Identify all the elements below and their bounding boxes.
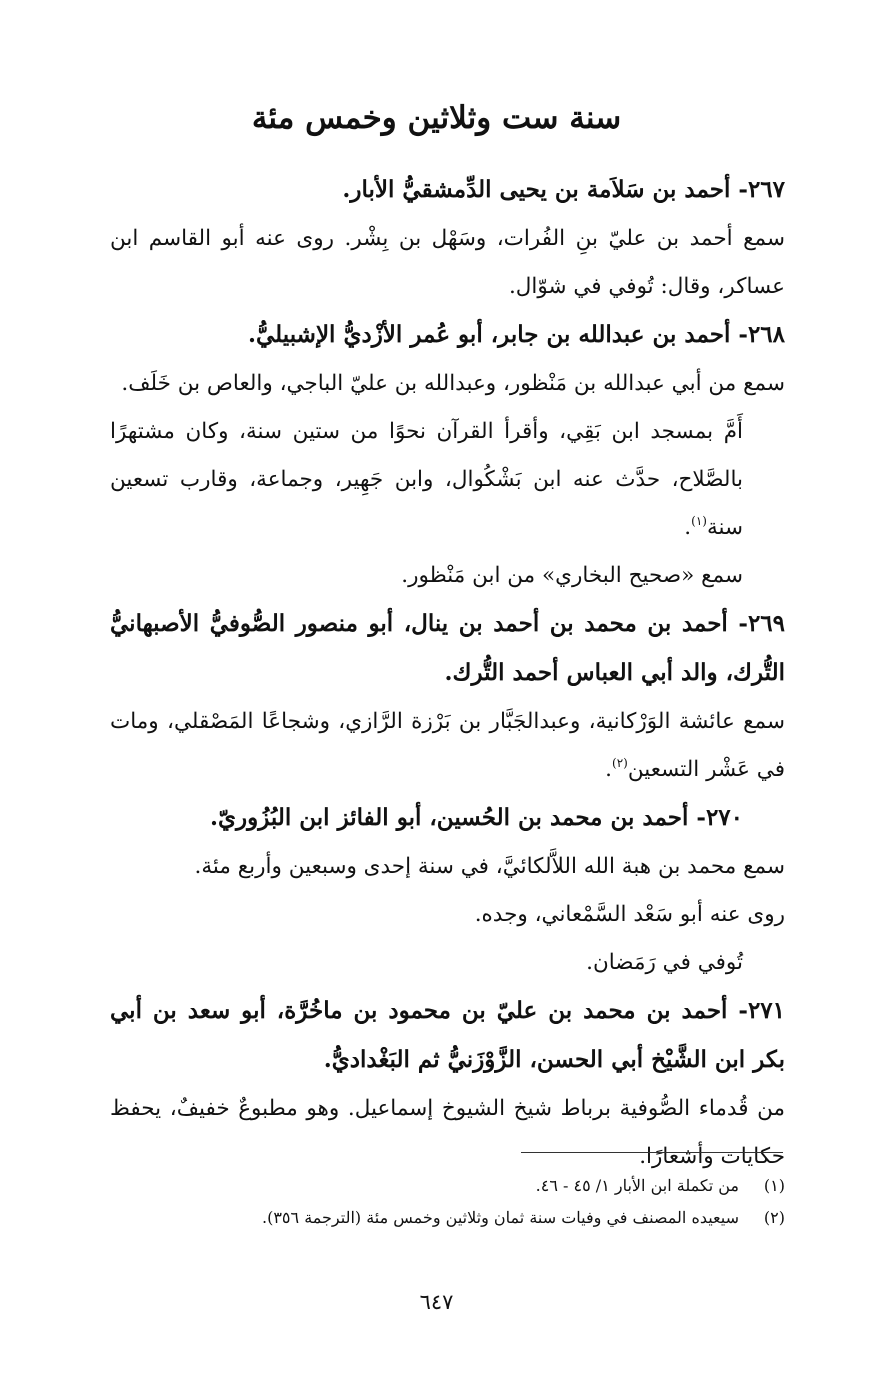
footnote-number: (٢) <box>763 1208 785 1227</box>
footnote-text: من تكملة ابن الأبار ١/ ٤٥ - ٤٦. <box>535 1176 739 1195</box>
entry-271 <box>110 987 785 1085</box>
entry-body <box>110 939 785 987</box>
footnote-ref[interactable]: (٢) <box>612 756 628 770</box>
entry-text: سمع أحمد بن عليّ بنِ الفُرات، وسَهْل بن بِشْر. روى عنه أبو القاسم ابن عساكر، وقال: تُوفي في شوّال. <box>110 226 785 299</box>
main-text <box>110 166 785 1181</box>
footnote <box>110 1170 785 1202</box>
entry-body: سمع عائشة الوَرْكانية، وعبدالجَبَّار بن بَرْزة الرَّازي، وشجاعًا المَصْقلي، ومات في عَشْر التسعين$^{(٢)}$. <box>110 709 785 782</box>
entry-title: ٢٦٩- أحمد بن محمد بن أحمد بن ينال، أبو منصور الصُّوفيُّ الأصبهانيُّ التُّرك، والد أبي العباس أحمد التُّرك. <box>110 610 785 686</box>
entry-body <box>110 215 785 311</box>
entry-269 <box>110 600 785 698</box>
entry-270 <box>110 794 785 843</box>
entry-body <box>110 843 785 891</box>
page-number: ٦٤٧ <box>419 1290 454 1314</box>
entry-body <box>110 1085 785 1181</box>
entry-text: سمع «صحيح البخاري» من ابن مَنْظور. <box>401 563 743 588</box>
footnote-number: (١) <box>763 1176 785 1195</box>
entry-title: ٢٦٨- أحمد بن عبدالله بن جابر، أبو عُمر الأزْديُّ الإشبيليُّ. <box>248 321 785 348</box>
footnote <box>110 1202 785 1234</box>
footnotes <box>110 1170 785 1234</box>
page-title: سنة ست وثلاثين وخمس مئة <box>251 100 622 136</box>
entry-text: سمع محمد بن هبة الله اللاَّلكائيَّ، في سنة إحدى وسبعين وأربع مئة. <box>194 854 785 879</box>
entry-body <box>110 360 785 408</box>
entry-body <box>110 891 785 939</box>
entry-text: أَمَّ بمسجد ابن بَقِي، وأقرأ القرآن نحوًا من ستين سنة، وكان مشتهرًا بالصَّلاح، حدَّث عنه ابن بَشْكُوال، وابن جَهِير، وجماعة، وقارب تسعين سنة <box>110 419 743 540</box>
footnote-text: سيعيده المصنف في وفيات سنة ثمان وثلاثين وخمس مئة (الترجمة ٣٥٦). <box>262 1208 739 1227</box>
entry-text: روى عنه أبو سَعْد السَّمْعاني، وجده. <box>474 902 785 927</box>
entry-text: من قُدماء الصُّوفية برباط شيخ الشيوخ إسماعيل. وهو مطبوعٌ خفيفٌ، يحفظ حكايات وأشعارًا. <box>110 1096 785 1169</box>
entry-body: أَمَّ بمسجد ابن بَقِي، وأقرأ القرآن نحوًا من ستين سنة، وكان مشتهرًا بالصَّلاح، حدَّث عنه ابن بَشْكُوال، وابن جَهِير، وجماعة، وقارب تسعين سنة$^{(١)}$. <box>110 419 743 540</box>
footnote-ref[interactable]: (١) <box>691 514 707 528</box>
entry-text: سمع عائشة الوَرْكانية، وعبدالجَبَّار بن بَرْزة الرَّازي، وشجاعًا المَصْقلي، ومات في عَشْر التسعين <box>110 709 785 782</box>
entry-268 <box>110 311 785 360</box>
entry-text: سمع من أبي عبدالله بن مَنْظور، وعبدالله بن عليّ الباجي، والعاص بن خَلَف. <box>121 371 785 396</box>
footnote-divider <box>521 1152 783 1153</box>
entry-body <box>110 552 785 600</box>
entry-title: ٢٧١- أحمد بن محمد بن عليّ بن محمود بن ماخُرَّة، أبو سعد بن أبي بكر ابن الشَّيْخ أبي الحسن، الزَّوْزَنيُّ ثم البَغْداديُّ. <box>110 997 785 1073</box>
entry-title: ٢٦٧- أحمد بن سَلاَمة بن يحيى الدِّمشقيُّ الأبار. <box>342 176 785 203</box>
entry-267 <box>110 166 785 215</box>
entry-title: ٢٧٠- أحمد بن محمد بن الحُسين، أبو الفائز ابن البُزُوريّ. <box>210 804 743 831</box>
entry-text: تُوفي في رَمَضان. <box>586 950 743 975</box>
